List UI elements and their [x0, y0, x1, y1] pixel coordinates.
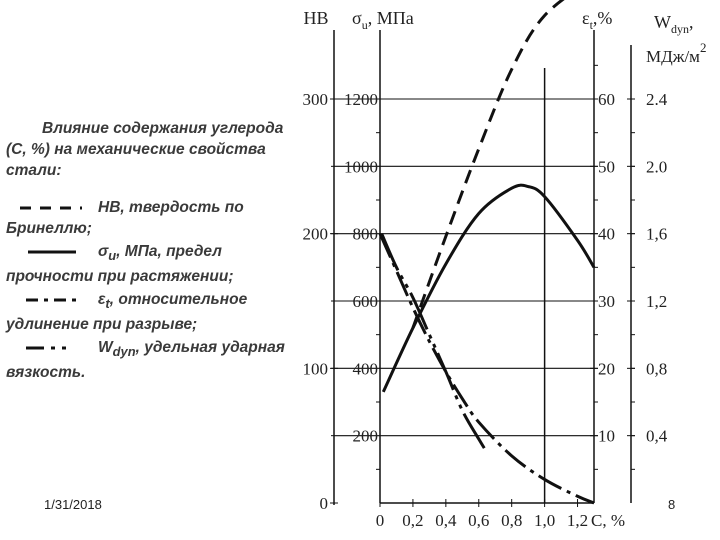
wd-tick-label: 1,2	[646, 292, 668, 311]
slide-title	[6, 118, 296, 181]
x-axis-label: С, %	[591, 511, 625, 530]
hb-tick-label: 300	[302, 90, 328, 109]
slide-title-text: Влияние содержания углерода (С, %) на механические свойства стали:	[6, 120, 284, 179]
hb-axis-title: НВ	[303, 8, 329, 28]
legend-item-et	[6, 289, 296, 335]
series-line-hb	[413, 0, 594, 328]
legend-et-sub: t	[105, 296, 110, 312]
legend-hb-text: НВ, твердость по Бринеллю;	[6, 199, 244, 237]
legend-sample-dashdot	[20, 294, 82, 306]
et-axis-title-rest: ,%	[592, 8, 613, 28]
wd-tick-label: 1,6	[646, 224, 668, 244]
footer-date: 1/31/2018	[44, 497, 102, 512]
et-tick-label: 20	[598, 359, 615, 379]
legend-su-text: , МПа, предел прочности при растяжении;	[6, 243, 234, 286]
su-tick-label: 1200	[344, 90, 378, 109]
legend-sample-dashed	[20, 202, 82, 214]
x-tick-label: 0,8	[501, 511, 523, 530]
su-axis-title-rest: , МПа	[367, 8, 414, 28]
su-tick-label: 600	[352, 292, 378, 311]
et-tick-label: 30	[598, 292, 615, 311]
wd-tick-label: 2.0	[646, 157, 668, 177]
su-tick-label: 800	[352, 224, 378, 244]
legend-et-text: , относительное удлинение при разрыве;	[6, 291, 248, 334]
hb-tick-label: 200	[302, 224, 328, 244]
su-tick-label: 400	[352, 359, 378, 379]
wd-tick-label: 0,4	[646, 426, 668, 446]
x-tick-label: 0	[375, 511, 385, 530]
legend-wd-sub: dyn	[112, 344, 136, 360]
legend-sample-dashdotdot	[20, 342, 82, 354]
et-tick-label: 10	[598, 426, 615, 446]
et-tick-label: 60	[598, 90, 615, 109]
wd-axis-title-main: W	[654, 12, 671, 32]
et-tick-label: 50	[598, 157, 615, 177]
et-axis-title-main: ε	[582, 8, 590, 28]
wd-axis-title-line2	[646, 40, 706, 66]
x-tick-label: 1,0	[533, 511, 556, 530]
x-tick-label: 0,2	[402, 511, 424, 530]
et-axis-title	[582, 8, 612, 32]
chart-axes	[303, 8, 707, 530]
legend-item-su	[6, 241, 296, 287]
x-tick-label: 0,6	[468, 511, 490, 530]
wd-axis-title-rest: ,	[689, 12, 694, 32]
chart-series	[380, 0, 594, 503]
legend-sample-solid	[20, 246, 82, 258]
footer-page-number: 8	[668, 497, 676, 512]
series-line-su	[383, 185, 594, 392]
wd-axis-title-unit: МДж/м	[646, 47, 700, 66]
x-tick-label: 0,4	[435, 511, 457, 530]
hb-tick-label: 100	[302, 359, 328, 379]
su-tick-label: 1000	[344, 157, 378, 177]
wd-axis-title-sub: dyn	[671, 22, 689, 36]
wd-tick-label: 0,8	[646, 359, 668, 379]
hb-tick-label: 0	[319, 494, 328, 513]
series-line-wd	[382, 234, 487, 453]
legend-item-wd	[6, 337, 296, 383]
wd-axis-title-sup: 2	[699, 40, 707, 55]
su-axis-title	[352, 8, 414, 32]
wd-tick-label: 2.4	[646, 90, 668, 109]
su-axis-title-main: σ	[352, 8, 362, 28]
legend-su-symbol: σ	[98, 243, 109, 260]
x-tick-label: 1,2	[566, 511, 589, 530]
et-tick-label: 40	[598, 224, 615, 244]
legend-wd-symbol: W	[98, 339, 113, 357]
legend-wd-text: , удельная ударная вязкость.	[6, 339, 285, 382]
legend-et-symbol: ε	[98, 291, 106, 309]
et-axis-title-sub: t	[589, 18, 593, 32]
legend-panel	[6, 118, 296, 383]
wd-axis-title	[654, 12, 694, 36]
legend-su-sub: u	[108, 248, 117, 264]
legend-item-hb	[6, 197, 296, 239]
su-axis-title-sub: u	[361, 18, 368, 32]
su-tick-label: 200	[352, 426, 378, 446]
